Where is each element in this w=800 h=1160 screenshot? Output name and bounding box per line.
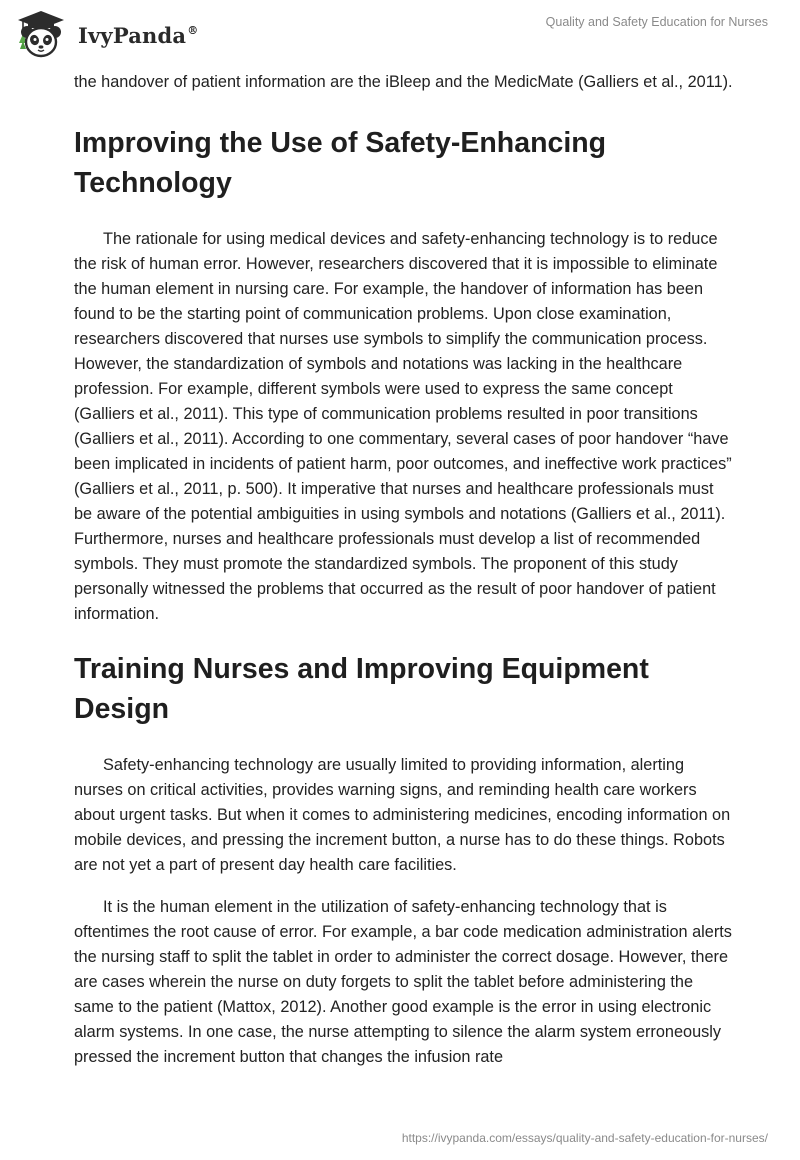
ivypanda-logo[interactable] (14, 9, 214, 59)
essay-content (74, 70, 734, 1070)
source-url-link[interactable]: https://ivypanda.com/essays/quality-and-safety-education-for-nurses/ (401, 1131, 768, 1145)
document-title: Quality and Safety Education for Nurses (545, 15, 768, 29)
section-heading-safety-technology: Improving the Use of Safety-Enhancing Technology (74, 127, 607, 199)
body-paragraph: It is the human element in the utilization of safety-enhancing technology that is oftentimes the root cause of error. For example, a bar code medication administration alerts the nursing staff to split the tablet in order to administer the correct dosage. However, there are cases wherein the nurse on duty forgets to split the tablet before administering the same to the patient (Mattox, 2012). Another good example is the error in using electronic alarm systems. In one case, the nurse attempting to silence the alarm system erroneously pressed the increment button that changes the infusion rate (74, 898, 732, 1066)
body-paragraph: The rationale for using medical devices and safety-enhancing technology is to reduce the risk of human error. However, researchers discovered that it is impossible to eliminate the human element in nursing care. For example, the handover of information has been found to be the starting point of communication problems. Upon close examination, researchers discovered that nurses use symbols to simplify the communication process. However, the standardization of symbols and notations was lacking in the healthcare profession. For example, different symbols were used to express the same concept (Galliers et al., 2011). This type of communication problems resulted in poor transitions (Galliers et al., 2011). According to one commentary, several cases of poor handover “have been implicated in incidents of patient harm, poor outcomes, and ineffective work practices” (Galliers et al., 2011, p. 500). It imperative that nurses and healthcare professionals must be aware of the potential ambiguities in using symbols and notations (Galliers et al., 2011). Furthermore, nurses and healthcare professionals must develop a list of recommended symbols. They must promote the standardized symbols. The proponent of this study personally witnessed the problems that occurred as the result of poor handover of patient information. (74, 230, 732, 623)
logo-text: IvyPanda (78, 23, 187, 48)
registered-mark: ® (187, 24, 199, 37)
continuation-paragraph: the handover of patient information are the iBleep and the MedicMate (Galliers et al., 2011). (74, 73, 733, 91)
page-header (0, 0, 800, 70)
section-heading-training-nurses: Training Nurses and Improving Equipment Design (74, 653, 649, 725)
logo-wordmark (78, 23, 198, 48)
panda-graduate-icon (14, 9, 68, 59)
body-paragraph: Safety-enhancing technology are usually limited to providing information, alerting nurses on critical activities, provides warning signs, and reminding health care workers about urgent tasks. But when it comes to administering medicines, encoding information on mobile devices, and pressing the increment button, a nurse has to do these things. Robots are not yet a part of present day health care facilities. (74, 756, 731, 874)
